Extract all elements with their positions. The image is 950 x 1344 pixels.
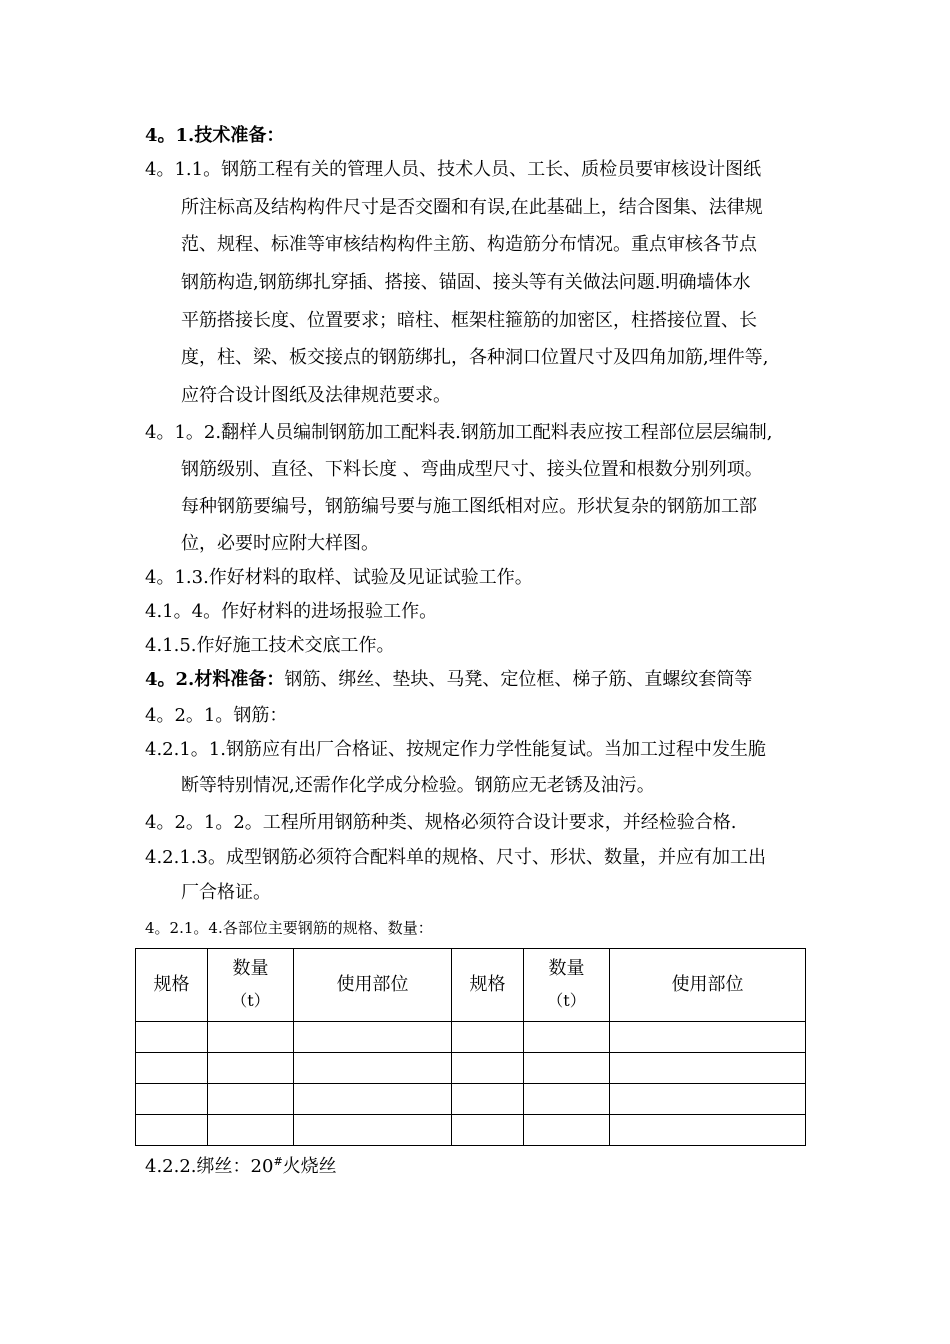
para-4-2-1-1-line1: 4.2.1。1.钢筋应有出厂合格证、按规定作力学性能复试。当加工过程中发生脆 (145, 739, 766, 760)
table-cell (136, 1053, 208, 1084)
table-cell (524, 1022, 610, 1053)
para-4-1-1-line1: 4。1.1。钢筋工程有关的管理人员、技术人员、工长、质检员要审核设计图纸 (145, 159, 762, 180)
table-cell (208, 1115, 294, 1146)
table-cell (524, 1115, 610, 1146)
table-cell (452, 1022, 524, 1053)
header-usage-1: 使用部位 (294, 949, 452, 1022)
table-cell (610, 1053, 806, 1084)
para-4-1-1-line5: 平筋搭接长度、位置要求；暗柱、框架柱箍筋的加密区，柱搭接位置、长 (181, 310, 757, 331)
para-4-1-4: 4.1。4。作好材料的进场报验工作。 (145, 601, 438, 622)
para-4-1-2-line2: 钢筋级别、直径、下料长度 、弯曲成型尺寸、接头位置和根数分别列项。 (181, 459, 763, 480)
binding-wire-gauge-mark: # (273, 1155, 283, 1168)
table-cell (452, 1115, 524, 1146)
table-cell (136, 1084, 208, 1115)
table-cell (610, 1022, 806, 1053)
heading-4-2: 4。2.材料准备： (145, 669, 285, 690)
header-spec-2: 规格 (452, 949, 524, 1022)
para-4-1-1-line6: 度，柱、梁、板交接点的钢筋绑扎，各种洞口位置尺寸及四角加筋,埋件等, (181, 347, 769, 368)
table-cell (524, 1084, 610, 1115)
para-4-2-2 (145, 1150, 337, 1179)
table-row (136, 1084, 806, 1115)
table-cell (452, 1084, 524, 1115)
para-4-1-1-line7: 应符合设计图纸及法律规范要求。 (181, 385, 451, 406)
para-4-2-1-3-line2: 厂合格证。 (181, 882, 271, 903)
table-cell (452, 1053, 524, 1084)
table-cell (208, 1053, 294, 1084)
table-cell (208, 1084, 294, 1115)
table-cell (136, 1115, 208, 1146)
para-4-1-1-line3: 范、规程、标准等审核结构构件主筋、构造筋分布情况。重点审核各节点 (181, 234, 757, 255)
table-cell (610, 1115, 806, 1146)
para-4-1-3: 4。1.3.作好材料的取样、试验及见证试验工作。 (145, 567, 533, 588)
para-4-1-2-line3: 每种钢筋要编号，钢筋编号要与施工图纸相对应。形状复杂的钢筋加工部 (181, 496, 757, 517)
para-4-2 (145, 668, 752, 692)
table-row (136, 1053, 806, 1084)
table-cell (610, 1084, 806, 1115)
table-cell (294, 1115, 452, 1146)
table-row (136, 1115, 806, 1146)
table-row (136, 1022, 806, 1053)
binding-wire-type: 火烧丝 (282, 1156, 337, 1177)
table-cell (294, 1053, 452, 1084)
table-cell (136, 1022, 208, 1053)
para-4-2-1-2: 4。2。1。2。工程所用钢筋种类、规格必须符合设计要求，并经检验合格. (145, 812, 737, 833)
header-quantity-2-label: 数量 (548, 958, 585, 979)
para-4-1-5: 4.1.5.作好施工技术交底工作。 (145, 635, 395, 656)
header-quantity-2-unit: （t） (547, 991, 586, 1010)
para-4-1-2-line1: 4。1。2.翻样人员编制钢筋加工配料表.钢筋加工配料表应按工程部位层层编制, (145, 422, 773, 443)
rebar-spec-table (135, 948, 806, 1146)
table-cell (294, 1084, 452, 1115)
para-4-2-1: 4。2。1。钢筋： (145, 705, 288, 726)
para-4-1-1-line2: 所注标高及结构构件尺寸是否交圈和有误,在此基础上，结合图集、法律规 (181, 197, 763, 218)
para-4-2-1-4: 4。2.1。4.各部位主要钢筋的规格、数量： (145, 919, 433, 937)
header-quantity-1 (208, 949, 294, 1022)
header-quantity-1-label: 数量 (232, 958, 269, 979)
para-4-1-1-line4: 钢筋构造,钢筋绑扎穿插、搭接、锚固、接头等有关做法问题.明确墙体水 (181, 272, 751, 293)
para-4-2-1-1-line2: 断等特别情况,还需作化学成分检验。钢筋应无老锈及油污。 (181, 775, 655, 796)
para-4-2-1-3-line1: 4.2.1.3。成型钢筋必须符合配料单的规格、尺寸、形状、数量，并应有加工出 (145, 847, 766, 868)
table-cell (524, 1053, 610, 1084)
materials-list: 钢筋、绑丝、垫块、马凳、定位框、梯子筋、直螺纹套筒等 (284, 669, 753, 690)
header-quantity-2 (524, 949, 610, 1022)
header-usage-2: 使用部位 (610, 949, 806, 1022)
table-cell (208, 1022, 294, 1053)
table-cell (294, 1022, 452, 1053)
binding-wire-label: 4.2.2.绑丝：20 (145, 1156, 274, 1177)
header-spec-1: 规格 (136, 949, 208, 1022)
heading-4-1: 4。1.技术准备： (145, 125, 285, 146)
table-header-row (136, 949, 806, 1022)
para-4-1-2-line4: 位，必要时应附大样图。 (181, 533, 379, 554)
header-quantity-1-unit: （t） (231, 991, 270, 1010)
